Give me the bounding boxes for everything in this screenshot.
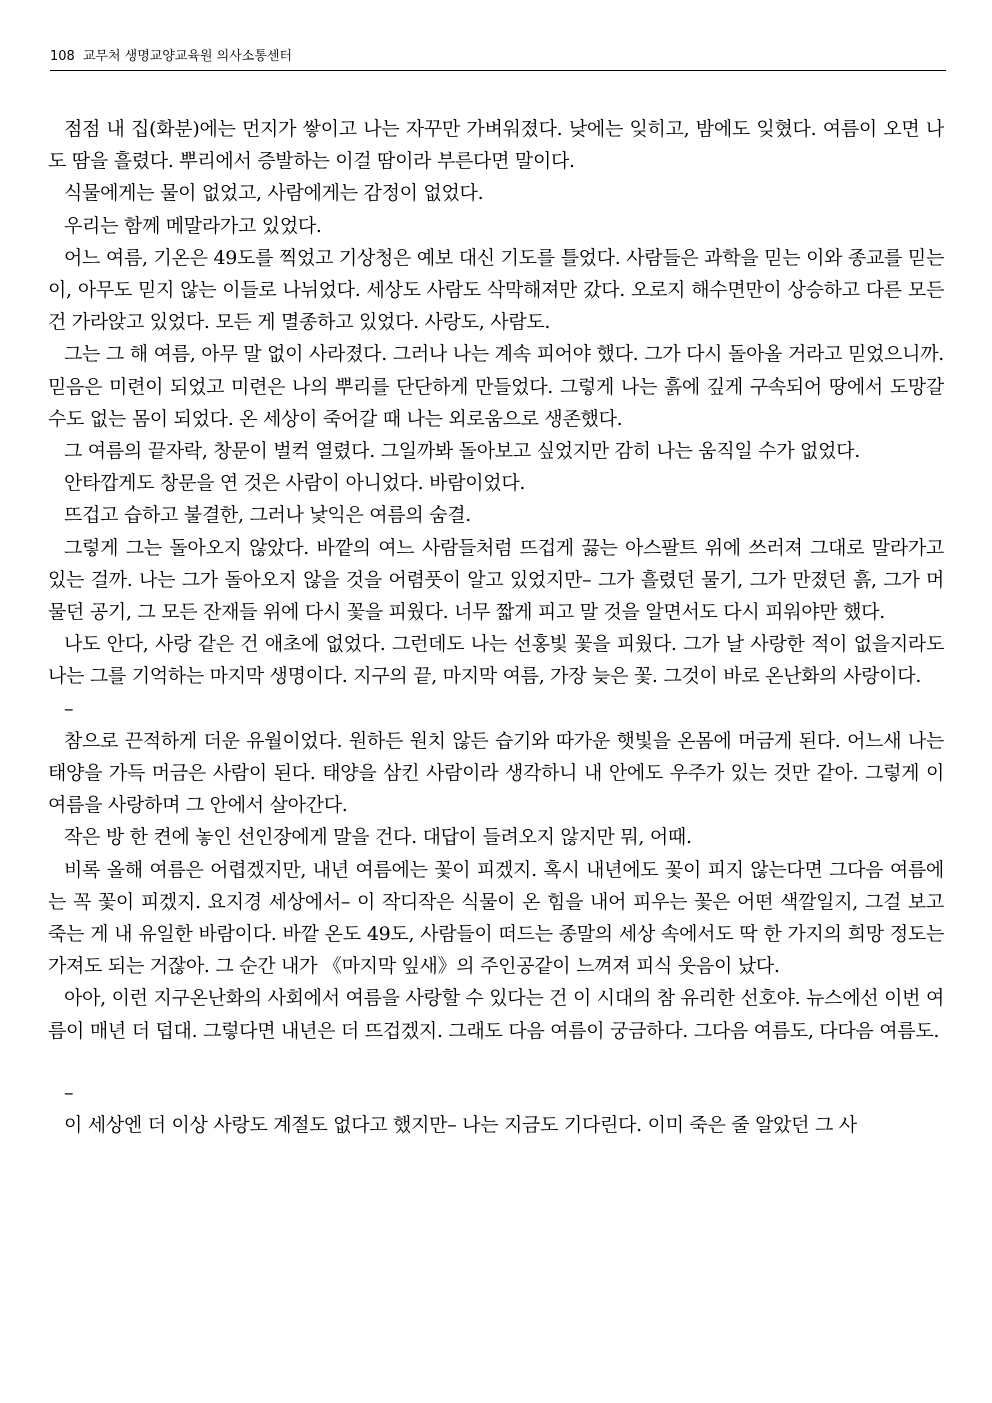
body-text <box>48 113 944 1141</box>
paragraph: 어느 여름, 기온은 49도를 찍었고 기상청은 예보 대신 기도를 틀었다. 사람들은 과학을 믿는 이와 종교를 믿는 이, 아무도 믿지 않는 이들로 나뉘었다. 세상도 사람도 삭막해져만 갔다. 오로지 해수면만이 상승하고 다른 모든 건 가라앉고 있었다. 모든 게 멸종하고 있었다. 사랑도, 사람도. <box>48 246 944 334</box>
section-divider: – <box>64 697 74 720</box>
paragraph: 그는 그 해 여름, 아무 말 없이 사라졌다. 그러나 나는 계속 피어야 했다. 그가 다시 돌아올 거라고 믿었으니까. 믿음은 미련이 되었고 미련은 나의 뿌리를 단단하게 만들었다. 그렇게 나는 흙에 깊게 구속되어 땅에서 도망갈 수도 없는 몸이 되었다. 온 세상이 죽어갈 때 나는 외로움으로 생존했다. <box>48 343 944 430</box>
section-divider: – <box>64 1081 74 1104</box>
paragraph: 나도 안다, 사랑 같은 건 애초에 없었다. 그런데도 나는 선홍빛 꽃을 피웠다. 그가 날 사랑한 적이 없을지라도 나는 그를 기억하는 마지막 생명이다. 지구의 끝, 마지막 여름, 가장 늦은 꽃. 그것이 바로 온난화의 사랑이다. <box>48 633 944 688</box>
paragraph: 작은 방 한 켠에 놓인 선인장에게 말을 건다. 대답이 들려오지 않지만 뭐, 어때. <box>64 826 692 849</box>
paragraph: 안타깝게도 창문을 연 것은 사람이 아니었다. 바람이었다. <box>64 472 526 495</box>
paragraph: 뜨겁고 습하고 불결한, 그러나 낯익은 여름의 숨결. <box>64 504 471 527</box>
page-header <box>50 44 946 71</box>
paragraph: 식물에게는 물이 없었고, 사람에게는 감정이 없었다. <box>64 182 484 205</box>
paragraph: 이 세상엔 더 이상 사랑도 계절도 없다고 했지만– 나는 지금도 기다린다. 이미 죽은 줄 알았던 그 사 <box>64 1114 857 1137</box>
paragraph: 참으로 끈적하게 더운 유월이었다. 원하든 원치 않든 습기와 따가운 햇빛을 온몸에 머금게 된다. 어느새 나는 태양을 가득 머금은 사람이 된다. 태양을 삼킨 사람이라 생각하니 내 안에도 우주가 있는 것만 같아. 그렇게 이 여름을 사랑하며 그 안에서 살아간다. <box>48 729 944 817</box>
paragraph: 그 여름의 끝자락, 창문이 벌컥 열렸다. 그일까봐 돌아보고 싶었지만 감히 나는 움직일 수가 없었다. <box>64 440 860 463</box>
paragraph: 그렇게 그는 돌아오지 않았다. 바깥의 여느 사람들처럼 뜨겁게 끓는 아스팔트 위에 쓰러져 그대로 말라가고 있는 걸까. 나는 그가 돌아오지 않을 것을 어렴풋이 알고 있었지만– 그가 흘렸던 물기, 그가 만졌던 흙, 그가 머물던 공기, 그 모든 잔재들 위에 다시 꽃을 피웠다. 너무 짧게 피고 말 것을 알면서도 다시 피워야만 했다. <box>48 536 944 624</box>
paragraph: 비록 올해 여름은 어렵겠지만, 내년 여름에는 꽃이 피겠지. 혹시 내년에도 꽃이 피지 않는다면 그다음 여름에는 꼭 꽃이 피겠지. 요지경 세상에서– 이 작디작은 식물이 온 힘을 내어 피우는 꽃은 어떤 색깔일지, 그걸 보고 죽는 게 내 유일한 바람이다. 바깥 온도 49도, 사람들이 떠드는 종말의 세상 속에서도 딱 한 가지의 희망 정도는 가져도 되는 거잖아. 그 순간 내가 《마지막 잎새》의 주인공같이 느껴져 피식 웃음이 났다. <box>48 858 944 978</box>
paragraph: 아아, 이런 지구온난화의 사회에서 여름을 사랑할 수 있다는 건 이 시대의 참 유리한 선호야. 뉴스에선 이번 여름이 매년 더 덥대. 그렇다면 내년은 더 뜨겁겠지. 그래도 다음 여름이 궁금하다. 그다음 여름도, 다다음 여름도. <box>48 987 944 1042</box>
paragraph: 점점 내 집(화분)에는 먼지가 쌓이고 나는 자꾸만 가벼워졌다. 낮에는 잊히고, 밤에도 잊혔다. 여름이 오면 나도 땀을 흘렸다. 뿌리에서 증발하는 이걸 땀이라 부른다면 말이다. <box>48 118 944 173</box>
page-number: 108 <box>50 49 75 64</box>
header-title: 교무처 생명교양교육원 의사소통센터 <box>82 49 293 64</box>
paragraph: 우리는 함께 메말라가고 있었다. <box>64 214 322 237</box>
